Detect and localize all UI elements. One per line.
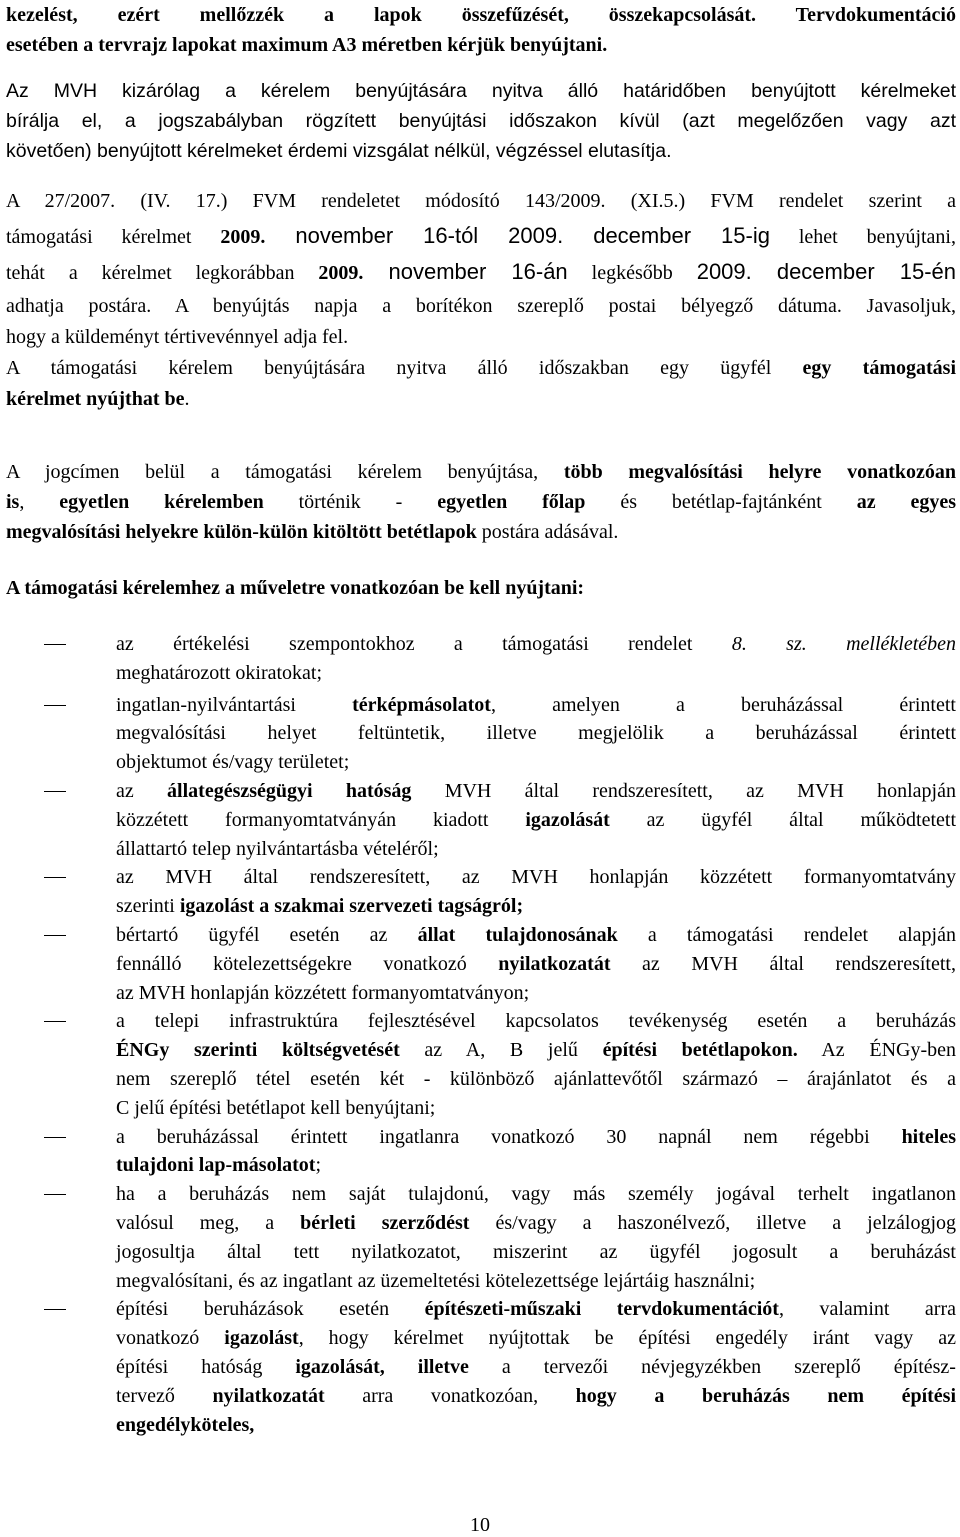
text-line: megvalósítási helyekre külön-külön kitöltött betétlapok postára adásával. bbox=[6, 521, 619, 543]
list-item: az állategészségügyi hatóság MVH által rendszeresített, az MVH honlapján közzétett formanyomtatványán kiadott igazolását az ügyfél által működtetett állattartó telep nyilvántartásba vételéről; bbox=[6, 777, 956, 863]
text-line: bírálja el, a jogszabályban rögzített benyújtási időszakon kívül (azt megelőzően vagy azt bbox=[6, 110, 956, 132]
required-documents-heading: A támogatási kérelemhez a műveletre vonatkozóan be kell nyújtani: bbox=[6, 577, 585, 599]
dash-bullet-icon bbox=[44, 791, 66, 792]
list-item: az MVH által rendszeresített, az MVH honlapján közzétett formanyomtatvány szerinti igazolást a szakmai szervezeti tagságról; bbox=[6, 863, 956, 921]
list-item: a beruházással érintett ingatlanra vonatkozó 30 napnál nem régebbi hiteles tulajdoni lap-másolatot; bbox=[6, 1123, 956, 1181]
text-line: követően) benyújtott kérelmeket érdemi vizsgálat nélkül, végzéssel elutasítja. bbox=[6, 140, 672, 162]
text-line: kezelést, ezért mellőzzék a lapok összefűzését, összekapcsolását. Tervdokumentáció bbox=[6, 4, 956, 26]
text-line: is, egyetlen kérelemben történik - egyetlen főlap és betétlap-fajtánként az egyes bbox=[6, 491, 956, 513]
list-item: építési beruházások esetén építészeti-műszaki tervdokumentációt, valamint arra vonatkozó igazolást, hogy kérelmet nyújtottak be építési engedély iránt vagy az építési hatóság igazolását, illetve a tervezői névjegyzékben szereplő építész- tervező nyilatkozatát arra vonatkozóan, hogy a beruházás nem építési engedélyköteles, bbox=[6, 1295, 956, 1439]
dash-bullet-icon bbox=[44, 877, 66, 878]
list-item: az értékelési szempontokhoz a támogatási rendelet 8. sz. mellékletében meghatározott okiratokat; bbox=[6, 630, 956, 688]
dash-bullet-icon bbox=[44, 705, 66, 706]
text-line: kérelmet nyújthat be. bbox=[6, 388, 190, 410]
dash-bullet-icon bbox=[44, 935, 66, 936]
date-range: november 16-tól 2009. december 15-ig bbox=[265, 223, 770, 248]
dash-bullet-icon bbox=[44, 1194, 66, 1195]
text-line: A jogcímen belül a támogatási kérelem benyújtása, több megvalósítási helyre vonatkozóan bbox=[6, 461, 957, 483]
list-item: bértartó ügyfél esetén az állat tulajdonosának a támogatási rendelet alapján fennálló kötelezettségekre vonatkozó nyilatkozatát az MVH által rendszeresített, az MVH honlapján közzétett formanyomtatványon; bbox=[6, 921, 956, 1007]
dash-bullet-icon bbox=[44, 644, 66, 645]
text-line: hogy a küldeményt tértivevénnyel adja fel. bbox=[6, 326, 349, 348]
text-line: esetében a tervrajz lapokat maximum A3 méretben kérjük benyújtani. bbox=[6, 34, 608, 56]
required-documents-list bbox=[6, 630, 956, 1439]
text-line: tehát a kérelmet legkorábban 2009. november 16-án legkésőbb 2009. december 15-én bbox=[6, 259, 957, 284]
deadline-paragraph bbox=[6, 76, 956, 166]
multi-site-paragraph bbox=[6, 457, 956, 547]
text-line: Az MVH kizárólag a kérelem benyújtására nyitva álló határidőben benyújtott kérelmeket bbox=[6, 80, 956, 102]
text-line: A 27/2007. (IV. 17.) FVM rendeletet módosító 143/2009. (XI.5.) FVM rendelet szerint a bbox=[6, 190, 956, 212]
text-line: támogatási kérelmet 2009. november 16-tól 2009. december 15-ig lehet benyújtani, bbox=[6, 223, 956, 248]
text-line: A támogatási kérelem benyújtására nyitva álló időszakban egy ügyfél egy támogatási bbox=[6, 357, 956, 379]
submission-period-paragraph bbox=[6, 186, 956, 415]
list-item: ingatlan-nyilvántartási térképmásolatot, amelyen a beruházással érintett megvalósítási helyet feltüntetik, illetve megjelölik a beruházással érintett objektumot és/vagy területet; bbox=[6, 691, 956, 777]
text-line: adhatja postára. A benyújtás napja a borítékon szereplő postai bélyegző dátuma. Javasoljuk, bbox=[6, 295, 956, 317]
intro-paragraph bbox=[6, 0, 956, 60]
dash-bullet-icon bbox=[44, 1021, 66, 1022]
page-number: 10 bbox=[470, 1514, 490, 1536]
list-item: a telepi infrastruktúra fejlesztésével kapcsolatos tevékenység esetén a beruházás ÉNGy szerinti költségvetését az A, B jelű építési betétlapokon. Az ÉNGy-ben nem szereplő tétel esetén két - különböző ajánlattevőtől származó – árajánlatot és a C jelű építési betétlapot kell benyújtani; bbox=[6, 1007, 956, 1122]
latest-date: 2009. december 15-én bbox=[696, 259, 957, 284]
dash-bullet-icon bbox=[44, 1309, 66, 1310]
list-item: ha a beruházás nem saját tulajdonú, vagy más személy jogával terhelt ingatlanon valósul meg, a bérleti szerződést és/vagy a haszonélvező, illetve a jelzálogjog jogosultja által tett nyilatkozatot, miszerint az ügyfél jogosult a beruházást megvalósítani, és az ingatlant az üzemeltetési kötelezettsége lejártáig használni; bbox=[6, 1180, 956, 1295]
dash-bullet-icon bbox=[44, 1137, 66, 1138]
earliest-date: november 16-án bbox=[363, 259, 568, 284]
